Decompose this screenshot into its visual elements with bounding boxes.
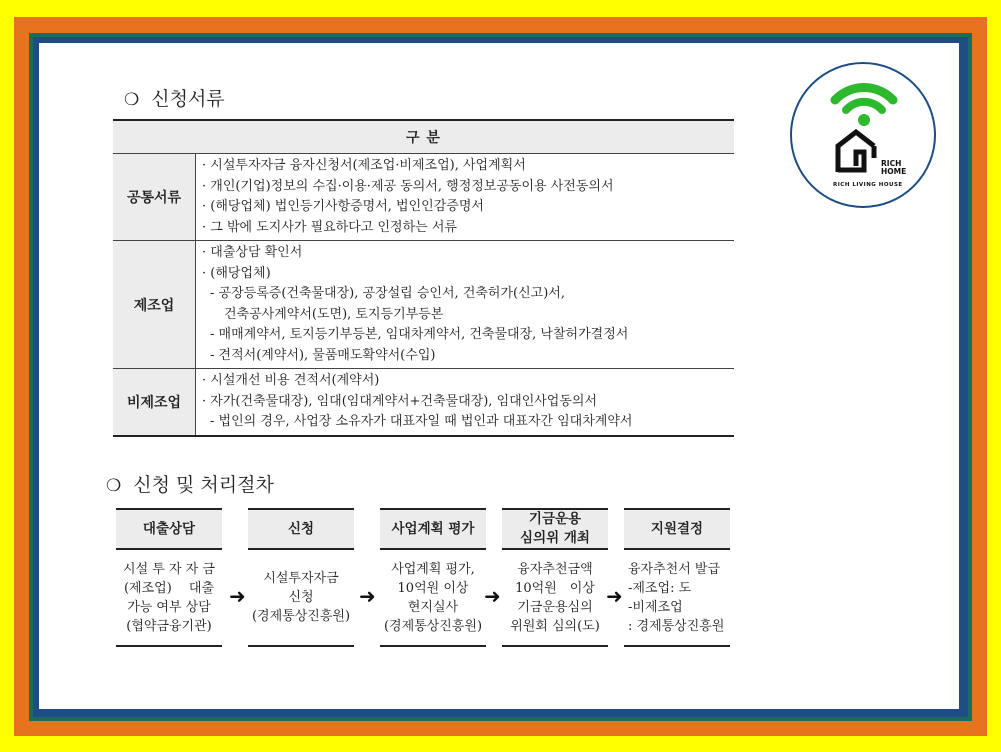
table-row	[113, 154, 734, 241]
table-row	[113, 241, 734, 369]
step-body: 사업계획 평가, 10억원 이상 현지실사 (경제통상진흥원)	[380, 550, 486, 647]
step-body: 융자추천금액 10억원 이상 기금운용심의 위원회 심의(도)	[502, 550, 608, 647]
category-common: 공통서류	[113, 154, 196, 241]
step-heading: 대출상담	[116, 508, 222, 550]
step-business-plan-evaluation	[380, 508, 486, 647]
category-items	[196, 369, 735, 436]
list-item: · 개인(기업)정보의 수집·이용·제공 동의서, 행정정보공동이용 사전동의서	[202, 178, 614, 194]
list-item: · 시설투자자금 융자신청서(제조업·비제조업), 사업계획서	[202, 158, 526, 173]
step-heading: 지원결정	[624, 508, 730, 550]
category-manufacturing: 제조업	[113, 241, 196, 369]
table-header: 구 분	[113, 120, 734, 154]
step-application	[248, 508, 354, 647]
logo-tagline: RICH LIVING HOUSE	[833, 182, 903, 188]
house-icon	[838, 132, 874, 172]
table-row	[113, 369, 734, 436]
rich-home-logo	[790, 62, 936, 208]
step-support-decision	[624, 508, 730, 647]
step-heading: 기금운용 심의위 개최	[502, 508, 608, 550]
arrow-right-icon: ➜	[484, 584, 501, 608]
arrow-right-icon: ➜	[359, 584, 376, 608]
step-loan-consultation	[116, 508, 222, 647]
circle-bullet-icon: ❍	[124, 90, 140, 110]
documents-table	[113, 119, 734, 437]
list-item: · 그 밖에 도지사가 필요하다고 인정하는 서류	[202, 219, 457, 235]
list-item: · 시설개선 비용 견적서(계약서)	[202, 373, 380, 388]
list-item: · 자가(건축물대장), 임대(임대계약서+건축물대장), 임대인사업동의서	[202, 393, 598, 409]
logo-name: RICH HOME	[881, 159, 907, 176]
list-item: - 법인의 경우, 사업장 소유자가 대표자일 때 법인과 대표자간 임대차계약서	[210, 414, 633, 429]
list-item: · 대출상담 확인서	[202, 245, 303, 260]
section-title-documents: ❍ 신청서류	[124, 88, 225, 110]
list-item: 건축공사계약서(도면), 토지등기부등본	[224, 306, 444, 322]
list-item: - 공장등록증(건축물대장), 공장설립 승인서, 건축허가(신고)서,	[210, 286, 565, 301]
category-items	[196, 154, 735, 241]
list-item: · (해당업체)	[202, 265, 271, 281]
category-non-manufacturing: 비제조업	[113, 369, 196, 436]
arrow-right-icon: ➜	[229, 584, 246, 608]
circle-bullet-icon: ❍	[106, 476, 122, 496]
arrow-right-icon: ➜	[606, 584, 623, 608]
list-item: - 매매계약서, 토지등기부등본, 임대차계약서, 건축물대장, 낙찰허가결정서	[210, 327, 629, 342]
step-body: 융자추천서 발급 -제조업: 도 -비제조업 : 경제통상진흥원	[624, 550, 730, 647]
category-items	[196, 241, 735, 369]
section-title-procedure: ❍ 신청 및 처리절차	[106, 474, 274, 496]
step-heading: 사업계획 평가	[380, 508, 486, 550]
step-body: 시설 투 자 자 금 (제조업) 대출 가능 여부 상담 (협약금융기관)	[116, 550, 222, 647]
step-fund-committee	[502, 508, 608, 647]
step-heading: 신청	[248, 508, 354, 550]
list-item: · (해당업체) 법인등기사항증명서, 법인인감증명서	[202, 199, 484, 214]
step-body: 시설투자자금 신청 (경제통상진흥원)	[248, 550, 354, 647]
list-item: - 견적서(계약서), 물품매도확약서(수입)	[210, 347, 436, 363]
